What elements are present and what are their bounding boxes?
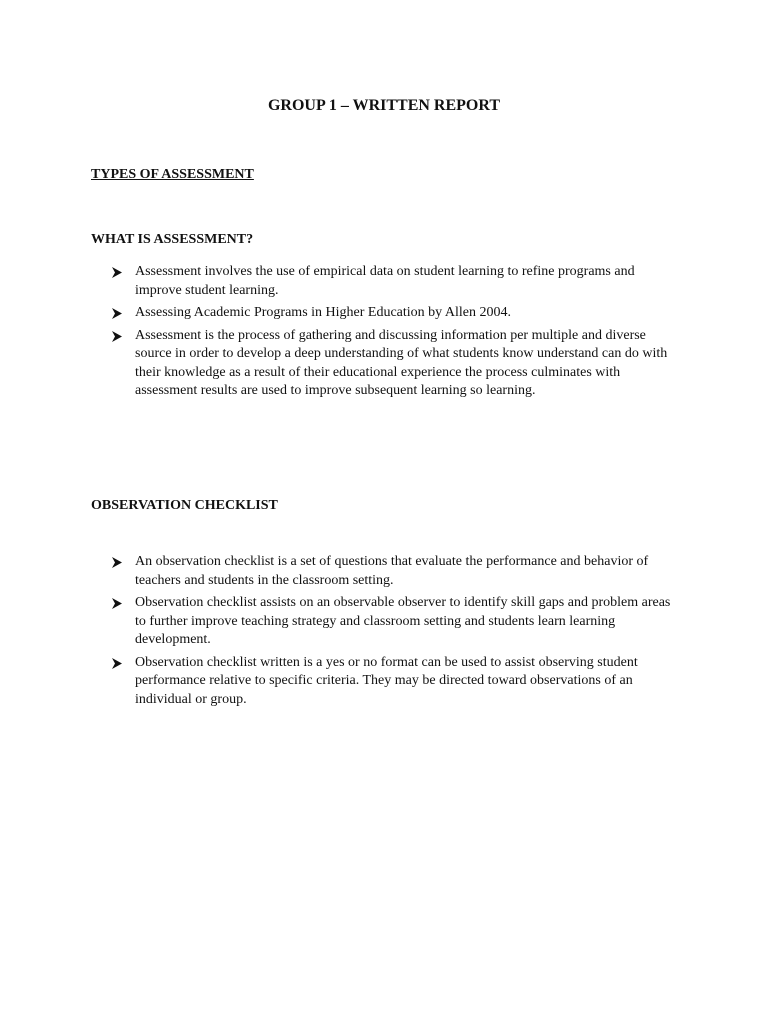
bullet-text: An observation checklist is a set of questions that evaluate the performance and behavior of teachers and students in the classroom setting.: [135, 554, 649, 588]
arrowhead-bullet-icon: [112, 598, 122, 609]
observation-bullet-list: [112, 553, 682, 713]
bullet-text: Assessment involves the use of empirical data on student learning to refine programs and improve student learning.: [135, 264, 635, 298]
arrowhead-bullet-icon: [112, 557, 122, 568]
document-title: GROUP 1 – WRITTEN REPORT: [267, 97, 501, 114]
arrowhead-bullet-icon: [112, 658, 122, 669]
types-of-assessment-heading: TYPES OF ASSESSMENT: [91, 167, 254, 182]
list-item: [112, 327, 682, 401]
bullet-text: Assessment is the process of gathering and discussing information per multiple and diverse source in order to develop a deep understanding of what students know understand can do with their knowledge as a result of their educational experience the process culminates with assessment results are used to improve subsequent learning so learning.: [135, 327, 668, 398]
list-item: [112, 304, 682, 323]
list-item: [112, 654, 682, 710]
observation-checklist-heading: OBSERVATION CHECKLIST: [91, 498, 278, 513]
bullet-text: Assessing Academic Programs in Higher Education by Allen 2004.: [135, 305, 511, 320]
list-item: [112, 263, 682, 300]
list-item: [112, 594, 682, 650]
arrowhead-bullet-icon: [112, 308, 122, 319]
arrowhead-bullet-icon: [112, 267, 122, 278]
arrowhead-bullet-icon: [112, 331, 122, 342]
assessment-bullet-list: [112, 263, 682, 405]
list-item: [112, 553, 682, 590]
bullet-text: Observation checklist assists on an observable observer to identify skill gaps and problem areas to further improve teaching strategy and classroom setting and students learn learning development.: [135, 595, 671, 647]
bullet-text: Observation checklist written is a yes or no format can be used to assist observing student performance relative to specific criteria. They may be directed toward observations of an individual or group.: [135, 654, 638, 707]
what-is-assessment-heading: WHAT IS ASSESSMENT?: [91, 232, 254, 247]
